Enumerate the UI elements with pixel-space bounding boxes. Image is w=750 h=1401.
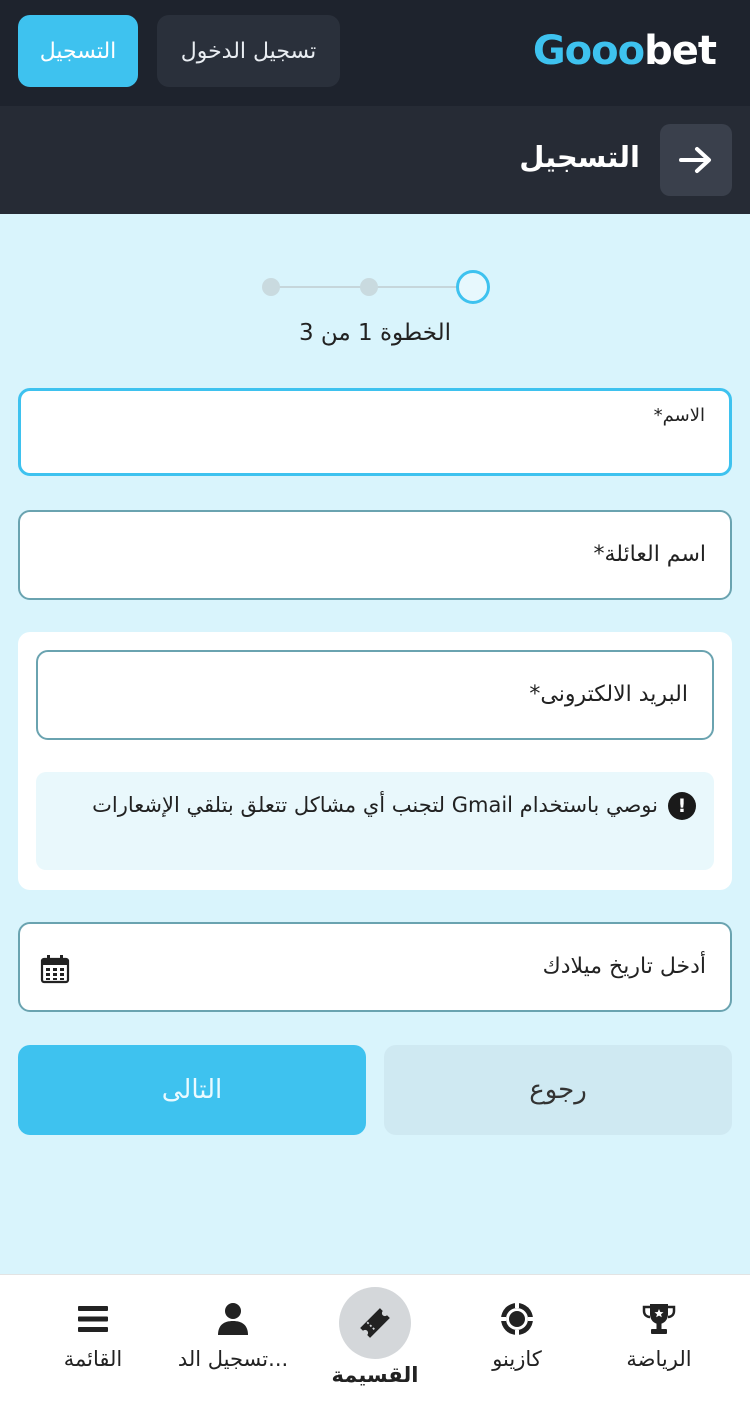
page-title: التسجيل <box>519 140 640 174</box>
nav-label-login: تسجيل الد... <box>177 1347 289 1371</box>
goobet-logo[interactable] <box>533 26 716 76</box>
betslip-circle <box>339 1287 411 1359</box>
birthdate-field[interactable] <box>18 922 732 1012</box>
nav-item-menu[interactable] <box>18 1275 168 1401</box>
login-button[interactable]: تسجيل الدخول <box>157 15 340 87</box>
nav-label-sports: الرياضة <box>626 1347 692 1371</box>
casino-chip-icon <box>499 1301 535 1337</box>
hamburger-menu-icon <box>75 1301 111 1337</box>
exclamation-icon: ! <box>668 792 696 820</box>
gmail-notice-text: نوصي باستخدام Gmail لتجنب أي مشاكل تتعلق بتلقي الإشعارات <box>92 793 658 817</box>
user-icon <box>215 1301 251 1337</box>
first-name-label: الاسم* <box>653 405 705 426</box>
step-dot-active <box>456 270 490 304</box>
top-header <box>0 0 750 106</box>
gmail-notice <box>36 772 714 870</box>
logo-part-goo: Gooo <box>532 28 645 74</box>
logo-part-bet: bet <box>644 28 716 74</box>
step-dot-3 <box>262 278 280 296</box>
ticket-icon <box>356 1304 394 1342</box>
nav-item-betslip[interactable] <box>300 1275 450 1401</box>
register-button[interactable]: التسجيل <box>18 15 138 87</box>
page-header <box>0 106 750 214</box>
nav-label-betslip: القسيمة <box>331 1363 419 1387</box>
step-indicator <box>262 270 490 304</box>
nav-item-login[interactable] <box>158 1275 308 1401</box>
arrow-right-icon <box>679 145 713 175</box>
step-dot-2 <box>360 278 378 296</box>
nav-item-casino[interactable] <box>442 1275 592 1401</box>
step-label: الخطوة 1 من 3 <box>298 320 452 346</box>
back-arrow-button[interactable] <box>660 124 732 196</box>
bottom-navigation <box>0 1274 750 1401</box>
birthdate-label: أدخل تاريخ ميلادك <box>542 954 706 979</box>
last-name-field[interactable] <box>18 510 732 600</box>
nav-item-sports[interactable] <box>584 1275 734 1401</box>
last-name-label: اسم العائلة* <box>593 542 706 567</box>
trophy-icon <box>641 1301 677 1337</box>
back-button[interactable]: رجوع <box>384 1045 732 1135</box>
calendar-icon[interactable] <box>40 954 70 984</box>
next-button[interactable]: التالى <box>18 1045 366 1135</box>
first-name-field[interactable] <box>18 388 732 476</box>
email-field[interactable] <box>36 650 714 740</box>
nav-label-menu: القائمة <box>63 1347 123 1371</box>
email-card <box>18 632 732 890</box>
email-label: البريد الالكترونى* <box>529 682 688 707</box>
nav-label-casino: كازينو <box>492 1347 542 1371</box>
